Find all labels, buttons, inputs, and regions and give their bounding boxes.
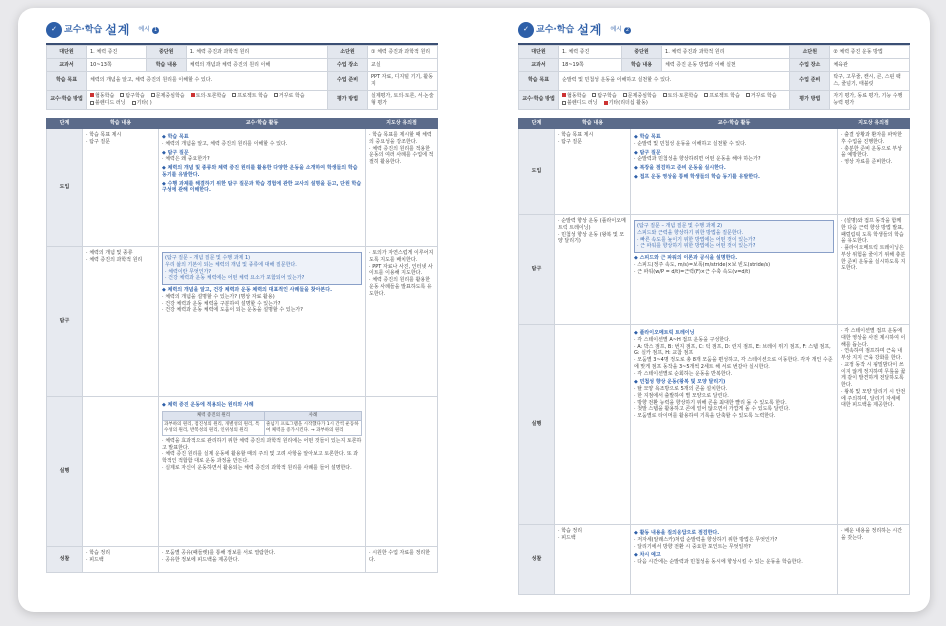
activity-item: · 방향 전환 능력을 향상하기 위해 콘을 최대한 빨리 돌 수 있도록 한다. [634, 400, 834, 407]
method-option-label: 기타(리더십 활동) [608, 100, 648, 107]
lesson-activity-table [518, 118, 910, 595]
lesson-plan-page-1 [46, 20, 438, 600]
activity-cell [631, 129, 838, 215]
info-value: 1. 체력 증진 [87, 46, 147, 59]
logo-text: 교수·학습 [536, 24, 575, 35]
column-header: 교수·학습 활동 [159, 119, 366, 129]
activity-heading: ◆ 학습 목표 [162, 134, 362, 141]
activity-cell [631, 525, 838, 595]
activity-item: · 체력 증진 원리를 실제 운동에 활용할 때의 주의 및 고려 사항을 알아보고 토론한다. 또 과학적인 적합함 대로 운동 과정을 만든다. [162, 451, 362, 465]
info-value: 1. 체력 증진과 과학적 원리 [662, 46, 790, 59]
method-option-label: 탐구학습 [597, 92, 617, 99]
activity-heading: ◆ 체력의 개념을 알고, 건강 체력과 운동 체력의 대표적인 사례들을 찾아본다. [162, 287, 362, 294]
checkbox-icon[interactable] [623, 93, 627, 97]
method-option-label: 프로젝트 학습 [237, 92, 268, 99]
activity-item: · 저자세(알래스카)처럼 순발력을 향상하기 위한 방법은 무엇인가? [634, 537, 834, 544]
activity-item: · 건강 체력과 운동 체력에 도움이 되는 운동을 설명할 수 있는가? [162, 307, 362, 314]
note-item: · 시원한 수업 자료를 정리한다. [369, 550, 434, 564]
info-value: 순발력 및 민첩성 운동을 이해하고 실천할 수 있다. [559, 72, 790, 91]
method-option [191, 93, 227, 100]
document-viewer [18, 8, 930, 612]
note-item: · 영상 자료를 준비한다. [841, 159, 906, 166]
checkbox-icon[interactable] [232, 93, 236, 97]
note-item: · PPT 자료나 사진, 인터넷 사이트를 이용해 지도한다. [369, 264, 434, 278]
method-option [704, 93, 740, 100]
notes-cell [838, 525, 910, 595]
column-header: 단계 [519, 119, 555, 129]
stage-cell: 탐구 [47, 247, 83, 397]
content-item: · 학습 목표 제시 [86, 132, 155, 139]
stage-cell: 탐구 [519, 215, 555, 325]
activity-cell [159, 547, 366, 573]
info-label: 소단원 [790, 46, 830, 59]
info-label: 대단원 [519, 46, 559, 59]
inquiry-line: 스피드와 근력을 향상하기 위한 방법을 질문한다. [637, 229, 744, 236]
activity-item: · 모둠별 공유(패들렛)를 통해 정보를 서로 열람한다. [162, 550, 362, 557]
method-option-label: 거꾸로 학습 [750, 92, 777, 99]
info-value: 교실 [368, 59, 438, 72]
info-value: 1. 체력 증진과 과학적 원리 [186, 46, 327, 59]
method-option-label: 기타( ) [136, 100, 152, 107]
method-option [151, 93, 185, 100]
header-logo [46, 20, 438, 40]
info-label: 수업 준비 [328, 72, 368, 91]
activity-heading: ◆ 탐구 질문 [634, 150, 834, 157]
info-value: 1. 체력 증진 [559, 46, 622, 59]
activity-heading: ◆ 수행 과제를 해결하기 위한 탐구 질문과 학습 경험에 관한 교사의 설명을 듣고, 단원 학습 구성에 관해 이해한다. [162, 181, 362, 195]
checkbox-icon[interactable] [562, 101, 566, 105]
activity-item: · 각 스테이션별로 순회하는 운동을 반복한다. [634, 371, 834, 378]
method-options [87, 90, 328, 110]
eval-value: 자기 평가, 동료 평가, 기능 수행 능력 평가 [830, 90, 910, 110]
stage-cell: 성찰 [47, 547, 83, 573]
note-item: · 교정 동작 시 핑밀밤다이 쓰이지 않게 정지하며 무릎을 꿇게 같이 발견하게 전달하도록 한다. [841, 362, 906, 389]
method-option [90, 100, 126, 107]
method-option-label: 거꾸로 학습 [278, 92, 305, 99]
checkbox-icon[interactable] [90, 101, 94, 105]
method-option [562, 100, 598, 107]
info-value: PPT 자료, 디지털 기기, 활동지 [368, 72, 438, 91]
info-label: 교과서 [519, 59, 559, 72]
note-item: · 배운 내용을 정리하는 시간을 갖는다. [841, 528, 906, 542]
activity-item: · 공유한 정보에 피드백을 제공한다. [162, 557, 362, 564]
content-item: · 탐구 질문 [86, 139, 155, 146]
activity-heading: ◆ 복장을 점검하고 준비 운동을 실시한다. [634, 165, 834, 172]
activity-item: · A: 박스 점프, B: 번지 점프, C: 턱 점프, D: 런지 점프, E: 브레이 뛰기 점프, F: 스텝 점프, G: 실카 점프, H: 교참 점프 [634, 344, 834, 358]
note-item: · 토의가 자연스럽게 이루어지도록 지도를 배치한다. [369, 250, 434, 264]
lesson-info-table [46, 45, 438, 110]
checkbox-icon[interactable] [562, 93, 566, 97]
content-item: · 피드백 [558, 535, 627, 542]
method-label: 교수·학습 방법 [47, 90, 87, 110]
method-option-list [90, 93, 324, 108]
note-item: · 충분한 준비 운동으로 부상을 예방한다. [841, 146, 906, 160]
stage-cell: 실행 [519, 325, 555, 525]
page-title: 설계 [105, 22, 131, 37]
notes-cell [838, 325, 910, 525]
activity-item: · 스피드(정주 속도, m/s)=보폭(m/stride)×보 빈도(stride/s) [634, 262, 834, 269]
example-label [610, 26, 631, 34]
lesson-plan-page-2 [518, 20, 910, 600]
info-value: ② 체력 증진 운동 방법 [830, 46, 910, 59]
method-option-list [562, 93, 786, 108]
activity-heading: ◆ 스피드와 근 파워의 이론과 공식을 설명한다. [634, 255, 834, 262]
checkbox-icon[interactable] [132, 101, 136, 105]
activity-item: · 달리기에서 방향 전환 시 중요한 포인트는 무엇일까? [634, 544, 834, 551]
activity-heading: ◆ 플라이오메트릭 트레이닝 [634, 330, 834, 337]
content-cell [555, 525, 631, 595]
method-option [120, 93, 144, 100]
lesson-activity-table [46, 118, 438, 573]
info-label: 수업 장소 [328, 59, 368, 72]
note-item: · 학습 목표를 제시할 때 체력의 중요성을 강조한다. [369, 132, 434, 146]
method-option [90, 93, 114, 100]
checkbox-icon[interactable] [191, 93, 195, 97]
inquiry-line: 우리 삶의 기본이 되는 체력의 개념 및 종류에 대해 질문한다. [165, 261, 297, 268]
note-item: · 체력 증진의 원리를 적용한 운동의 여러 사례를 수업에 적절히 활용한다. [369, 146, 434, 166]
activity-item: · 첫발 스텝을 활용하고 콘에 얼어 않으면서 가깝게 돌 수 있도록 달린다. [634, 406, 834, 413]
method-option-label: 토의·토론학습 [195, 92, 227, 99]
method-option [562, 93, 586, 100]
note-item: · 연속하여 점프하며 근육 내 부상 지지 근육 강화를 한다. [841, 348, 906, 362]
inquiry-question-box [162, 252, 362, 285]
checkbox-icon[interactable] [151, 93, 155, 97]
note-item: · 체력 증진의 원리를 활용한 운동 사례들을 발표하도록 유도한다. [369, 277, 434, 297]
notes-cell [366, 547, 438, 573]
activity-item: · 실제로 자신이 운동하면서 활용되는 체력 증진의 과학적 원리를 사례를 들어 설명한다. [162, 465, 362, 472]
info-label: 중단원 [622, 46, 662, 59]
method-option-label: 협동학습 [95, 92, 115, 99]
checkbox-icon[interactable] [604, 101, 608, 105]
principle-header: 체력 증진의 원리 [163, 411, 265, 420]
activity-item: · 한 지점에서 출발하여 별 모양으로 달린다. [634, 393, 834, 400]
activity-item: · 탈 모양 욕조방으로 5개의 콘을 설치한다. [634, 386, 834, 393]
info-value: 18~19쪽 [559, 59, 622, 72]
info-label: 학습 내용 [146, 59, 186, 72]
method-option [663, 93, 699, 100]
principle-cell: 과부하의 원리, 점진성의 원리, 개별성의 원리, 특수성의 원리, 반복성의 원리, 인위성의 원리 [163, 420, 265, 435]
logo-icon: ✓ [46, 22, 62, 38]
activity-item: · 근 파워(w/P = d/t)=근력(F)×근 수축 속도(v=d/t) [634, 269, 834, 276]
inquiry-line: (탐구 질문 – 개념 질문 및 수행 과제 1) [165, 255, 251, 261]
content-cell [83, 129, 159, 247]
note-item: · 출결 상황과 환자를 파악한 후 수업을 진행한다. [841, 132, 906, 146]
stage-cell: 도입 [47, 129, 83, 247]
note-item: · 플라이오메트릭 트레이닝은 부상 위험을 줄이기 위해 충분한 준비 운동을 실시하도록 지도한다. [841, 245, 906, 272]
checkbox-icon[interactable] [663, 93, 667, 97]
stage-cell: 성찰 [519, 525, 555, 595]
method-option [132, 100, 152, 107]
example-label [138, 26, 159, 34]
principle-header: 사례 [264, 411, 361, 420]
note-item: · 각 스테이션별 접프 운동에 대한 영상을 사전 제시하여 이해를 돕는다. [841, 328, 906, 348]
eval-label: 평가 방법 [328, 90, 368, 110]
content-item: · 피드백 [86, 557, 155, 564]
stage-cell: 실행 [47, 397, 83, 547]
method-option-label: 문제중심학습 [627, 92, 657, 99]
content-item: · 학습 정리 [558, 528, 627, 535]
method-option-label: 블렌디드 러닝 [95, 100, 126, 107]
info-label: 중단원 [146, 46, 186, 59]
method-option [746, 93, 777, 100]
activity-heading: ◆ 활동 내용을 질의응답으로 점검한다. [634, 530, 834, 537]
method-option-label: 문제중심학습 [155, 92, 185, 99]
example-text: 예시 [138, 25, 150, 33]
eval-value: 실제평가, 토의·토론, 서·논술형 평가 [368, 90, 438, 110]
info-value: 체력의 개념을 알고, 체력 증진의 원리를 이해할 수 있다. [87, 72, 328, 91]
column-header: 학습 내용 [555, 119, 631, 129]
checkbox-icon[interactable] [746, 93, 750, 97]
info-value: 탁구, 고무줄, 캔시, 콘, 스핀 팩스, 줄넘기, 태블릿 [830, 72, 910, 91]
method-option [232, 93, 268, 100]
notes-cell [838, 215, 910, 325]
activity-cell [159, 129, 366, 247]
activity-heading: ◆ 접프 운동 영상을 통해 학생들의 학습 동기를 유발한다. [634, 174, 834, 181]
inquiry-line: · 건강 체력과 운동 체력에는 어떤 체력 요소가 포함되어 있는가? [165, 275, 305, 282]
column-header: 지도상 유의점 [366, 119, 438, 129]
lesson-info-table [518, 45, 910, 110]
page-title: 설계 [577, 22, 603, 37]
column-header: 지도상 유의점 [838, 119, 910, 129]
checkbox-icon[interactable] [90, 93, 94, 97]
activity-item: · 모둠별 3~4명 정도로 총 8개 모둠을 편성하고, 각 스테이션으로 이동한다. 각자 개인 수준에 맞게 점프 동작을 3~5개씩 2세트 해 서로 번갈아 실시한다. [634, 357, 834, 371]
content-item: · 체력의 개념 및 종류 [86, 250, 155, 257]
example-text: 예시 [610, 25, 622, 33]
column-header: 학습 내용 [83, 119, 159, 129]
content-cell [83, 247, 159, 397]
activity-cell [159, 247, 366, 397]
method-option-label: 토의·토론학습 [667, 92, 699, 99]
activity-item: · 체력의 개념을 알고, 체력 증진의 원리를 이해할 수 있다. [162, 141, 362, 148]
content-item: · 학습 정리 [86, 550, 155, 557]
activity-item: · 체력은 왜 중요한가? [162, 156, 362, 163]
notes-cell [366, 129, 438, 247]
logo-icon: ✓ [518, 22, 534, 38]
notes-cell [366, 397, 438, 547]
method-option [274, 93, 305, 100]
info-value: 체육관 [830, 59, 910, 72]
activity-item: · 체력의 개념을 설명할 수 있는가? (명상 자료 활용) [162, 294, 362, 301]
content-cell [555, 215, 631, 325]
info-label: 교과서 [47, 59, 87, 72]
eval-label: 평가 방법 [790, 90, 830, 110]
method-options [559, 90, 790, 110]
activity-item: · 모둠별로 타이머를 활용하여 기록을 단축할 수 있도록 노력한다. [634, 413, 834, 420]
info-label: 대단원 [47, 46, 87, 59]
info-label: 학습 목표 [519, 72, 559, 91]
note-item: · 왕복 및 모양 달리기 시 안전에 주의하며, 달리기 자세에 대한 피드백을 제공한다. [841, 389, 906, 409]
activity-heading: ◆ 차시 예고 [634, 552, 834, 559]
inquiry-line: · 빠른 속도를 높이기 위한 방법에는 어떤 것이 있는가? [637, 236, 756, 243]
activity-item: · 순발력과 민첩성을 향상하려면 어떤 운동을 해야 하는가? [634, 156, 834, 163]
content-item: · 체력 증진의 과학적 원리 [86, 257, 155, 264]
info-value: 10~13쪽 [87, 59, 147, 72]
info-label: 수업 준비 [790, 72, 830, 91]
inquiry-line: · 체력이란 무엇인가? [165, 268, 212, 275]
example-number: 1 [153, 26, 158, 33]
activity-cell [159, 397, 366, 547]
activity-heading: ◆ 탐구 질문 [162, 150, 362, 157]
note-item: · (설명)와 접프 동작을 함께 한 다음 근력 향상 방법 발표, 패럴림픽 도록 학생들의 학습을 유도한다. [841, 218, 906, 245]
column-header: 단계 [47, 119, 83, 129]
content-cell [555, 325, 631, 525]
principle-table [162, 411, 362, 436]
checkbox-icon[interactable] [592, 93, 596, 97]
info-label: 수업 장소 [790, 59, 830, 72]
method-option-label: 프로젝트 학습 [709, 92, 740, 99]
stage-cell: 도입 [519, 129, 555, 215]
activity-item: · 다음 시간에는 순발력과 민첩성을 동시에 향상시킬 수 있는 운동을 학습한다. [634, 559, 834, 566]
inquiry-line: (탐구 질문 – 개념 질문 및 수행 과제 2) [637, 223, 723, 229]
activity-cell [631, 215, 838, 325]
activity-heading: ◆ 체력 증진 운동에 적용되는 원리와 사례 [162, 402, 362, 409]
notes-cell [838, 129, 910, 215]
method-option [604, 100, 648, 107]
content-cell [83, 397, 159, 547]
activity-item: · 순발력 및 민첩성 운동을 이해하고 실천할 수 있다. [634, 141, 834, 148]
info-value: 체력의 개념과 체력 증진의 원리 이해 [186, 59, 327, 72]
content-item: · 민첩성 향상 운동 (왕복 및 모양 달리기) [558, 232, 627, 246]
content-item: · 순발력 향상 운동 (플라이오메트릭 트레이닝) [558, 218, 627, 232]
checkbox-icon[interactable] [704, 93, 708, 97]
column-header: 교수·학습 활동 [631, 119, 838, 129]
content-item: · 학습 목표 제시 [558, 132, 627, 139]
content-item: · 탐구 질문 [558, 139, 627, 146]
info-label: 소단원 [328, 46, 368, 59]
inquiry-line: · 근 파워를 향상하기 위한 방법에는 어떤 것이 있는가? [637, 243, 756, 250]
principle-cell: 줄넘기 프로그램을 시작했다가 1시 간씩 운동하여 체력을 증가시킨다. → 과부하의 원리 [264, 420, 361, 435]
activity-heading: ◆ 민첩성 향상 운동(왕복 및 모양 달리기) [634, 379, 834, 386]
method-option [592, 93, 616, 100]
logo-text: 교수·학습 [64, 24, 103, 35]
activity-item: · 각 스테이션별 A~H 접프 운동을 구성한다. [634, 337, 834, 344]
info-label: 학습 내용 [622, 59, 662, 72]
checkbox-icon[interactable] [274, 93, 278, 97]
activity-heading: ◆ 체력의 개념 및 종류와 체력 증진 원리를 활용한 다양한 운동을 소개하여 학생들의 학습 동기를 유발한다. [162, 165, 362, 179]
content-cell [555, 129, 631, 215]
info-value: ① 체력 증진과 과학적 원리 [368, 46, 438, 59]
method-option-label: 협동학습 [567, 92, 587, 99]
content-cell [83, 547, 159, 573]
method-option [623, 93, 657, 100]
activity-item: · 체력을 효과적으로 관리하기 위한 체력 증진의 과학적 원리에는 어떤 것들이 있는지 토론하고 발표한다. [162, 438, 362, 452]
info-value: 체력 증진 운동 방법과 이해 실천 [662, 59, 790, 72]
inquiry-question-box [634, 220, 834, 253]
notes-cell [366, 247, 438, 397]
method-label: 교수·학습 방법 [519, 90, 559, 110]
example-number: 2 [625, 26, 630, 33]
activity-cell [631, 325, 838, 525]
info-label: 학습 목표 [47, 72, 87, 91]
activity-item: · 건강 체력과 운동 체력을 구분하여 설명할 수 있는가? [162, 301, 362, 308]
method-option-label: 블렌디드 러닝 [567, 100, 598, 107]
activity-heading: ◆ 학습 목표 [634, 134, 834, 141]
header-logo [518, 20, 910, 40]
checkbox-icon[interactable] [120, 93, 124, 97]
method-option-label: 탐구학습 [125, 92, 145, 99]
